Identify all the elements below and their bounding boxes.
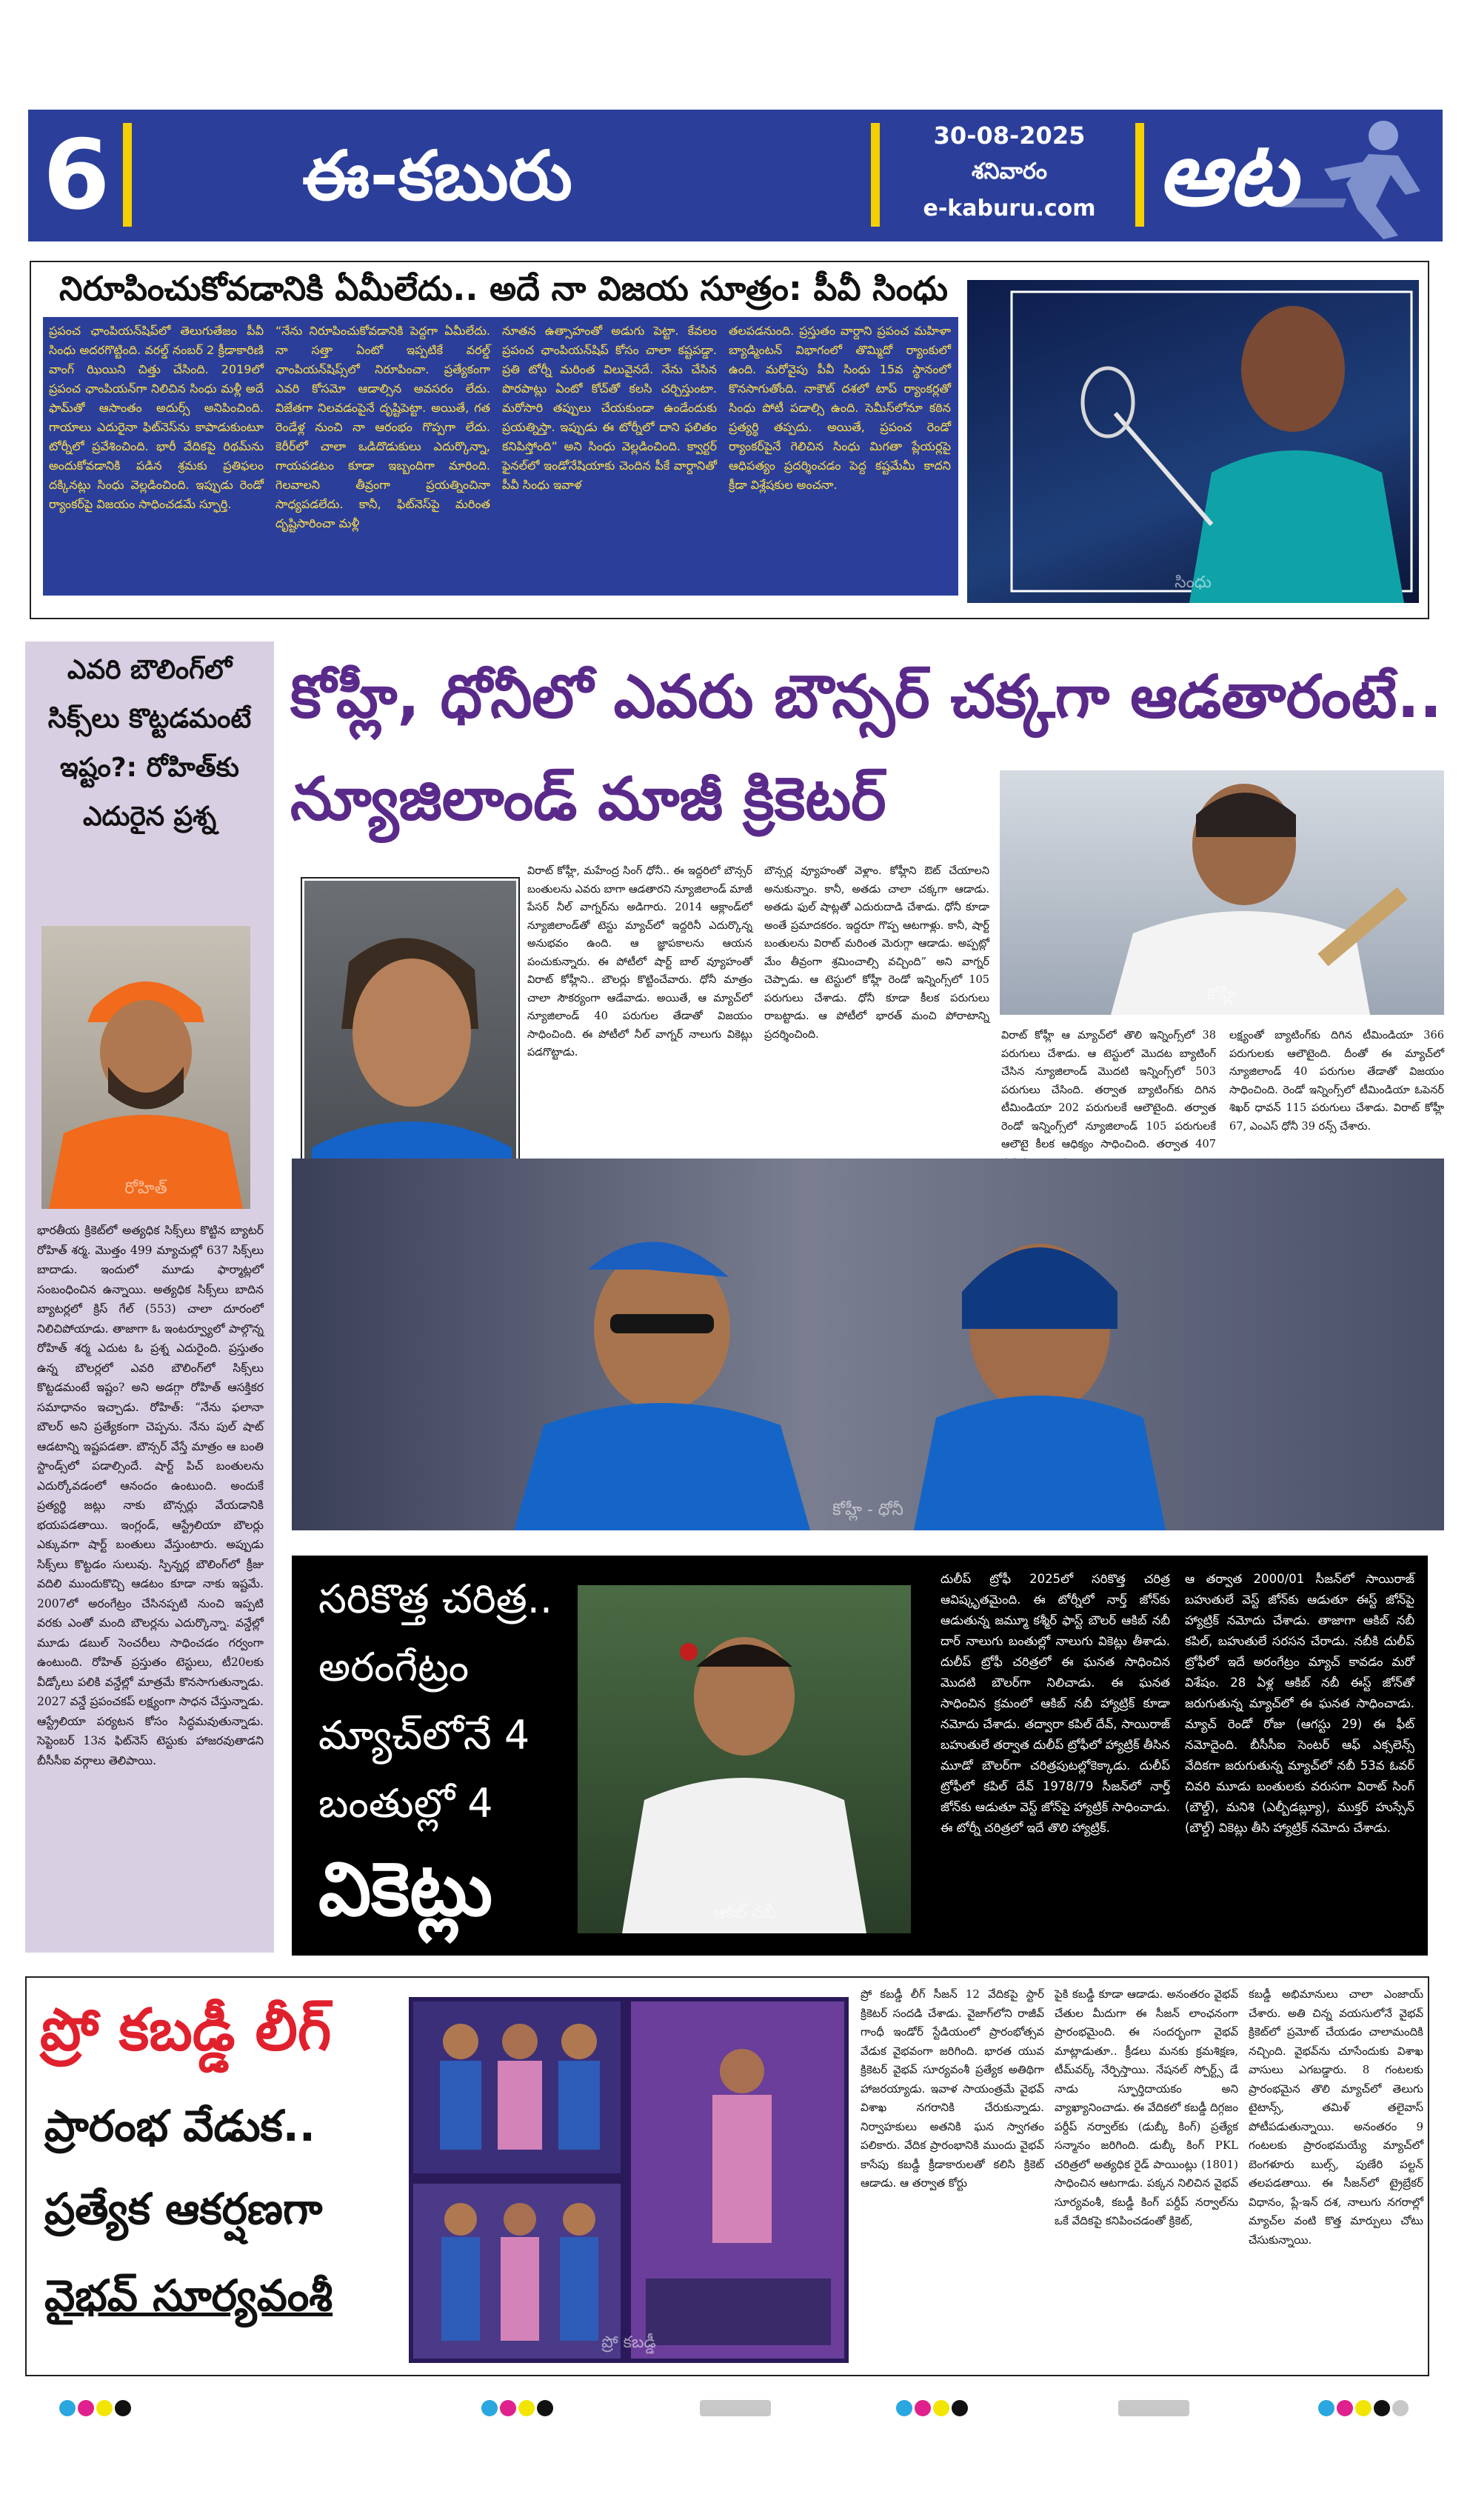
paper-name: ఈ-కబురు bbox=[302, 136, 572, 216]
section-name: ఆట bbox=[1157, 123, 1297, 226]
duleep-headline-line-2: అరంగేట్రం bbox=[318, 1644, 470, 1690]
photo-caption: ప్రో కబడ్డీ bbox=[601, 2333, 656, 2352]
photo-caption: ఆకిబ్ నబీ bbox=[712, 1904, 776, 1922]
kohli-dhoni-column-2: బౌన్సర్ల వ్యూహంతో వెళ్లాం. కోహ్లీని ఔట్ చేయాలని అనుకున్నాం. కానీ, అతడు చాలా చక్కగా ఆడాడు. అతడు ఫుల్ షాట్లతో ఎదురుదాడి చేశాడు. ధోనీ కూడా అంతే ప్రమాదకరం. ఇద్దరూ గొప్ప ఆటగాళ్లు. కానీ, షార్ట్ బంతులను విరాట్ మరింత మెరుగ్గా ఆడాడు. అప్పట్లో మేం తీవ్రంగా శ్రమించాల్సి వచ్చింది” అని వాగ్నర్ చెప్పాడు. ఆ టెస్టులో కోహ్లీ రెండో ఇన్నింగ్స్‌లో 105 పరుగులు చేశాడు. ధోనీ కూడా కీలక పరుగులు రాబట్టాడు. ఆ పోటీలో భారత్ మంచి పోరాటాన్ని ప్రదర్శించింది. bbox=[764, 865, 989, 1041]
nabi-photo bbox=[578, 1585, 911, 1933]
sindhu-column-2: “నేను నిరూపించుకోవడానికి పెద్దగా ఏమీలేదు. నా సత్తా ఏంటో ఇప్పటికే వరల్డ్ ఛాంపియన్‌షిప్స్‌లో నిరూపించా. ప్రత్యేకంగా ఎవరి కోసమో ఆడాల్సిన అవసరం లేదు. విజేతగా నిలవడంపైనే దృష్టిపెట్టా. అయితే, గత రెండేళ్ల నుంచి నా ఆరంభం గొప్పగా లేదు. కెరీర్‌లో చాలా ఒడిదొడుకులు ఎదుర్కొన్నా, గాయపడటం కూడా ఇబ్బందిగా మారింది. గెలవాలని తీవ్రంగా ప్రయత్నించినా సాధ్యపడలేదు. కానీ, ఫిట్‌నెస్‌పై మరింత దృష్టిసారించా మళ్లీ bbox=[275, 324, 490, 530]
kabaddi-headline-line-3: వైభవ్ సూర్యవంశీ bbox=[44, 2270, 333, 2321]
kabaddi-collage bbox=[409, 1997, 849, 2363]
registration-marks bbox=[700, 2400, 774, 2419]
kohli-dhoni-headline-2: న్యూజిలాండ్ మాజీ క్రికెటర్ bbox=[290, 764, 886, 833]
registration-marks bbox=[1118, 2400, 1192, 2419]
kohli-dhoni-headline-1: కోహ్లీ, ధోనీలో ఎవరు బౌన్సర్ చక్కగా ఆడతారంటే.. bbox=[290, 662, 1443, 731]
kabaddi-column-3: కబడ్డీ అభిమానులు చాలా ఎంజాయ్ చేశారు. అతి చిన్న వయసులోనే వైభవ్ క్రికెట్‌లో ప్రమోట్ చేయడం చాలామందికి నచ్చింది. వైభవ్‌ను చూసేందుకు విశాఖ వాసులు ఎగబడ్డారు. 8 గంటలకు ప్రారంభమైన తొలి మ్యాచ్‌లో తెలుగు టైటాన్స్, తమిళ్ తలైవాస్ పోటీపడుతున్నాయి. అనంతరం 9 గంటలకు ప్రారంభమయ్యే మ్యాచ్‌లో బెంగళూరు బుల్స్, పుణేరి పల్టన్ తలపడతాయి. ఈ సీజన్‌లో ట్రైబ్రేకర్ విధానం, ప్లే-ఇన్ దశ, నాలుగు నగరాల్లో మ్యాచ్‌ల వంటి కొత్త మార్పులు చోటు చేసుకున్నాయి. bbox=[1249, 1987, 1423, 2247]
page-number: 6 bbox=[43, 119, 110, 231]
registration-marks bbox=[1318, 2400, 1466, 2419]
kohli-photo bbox=[1000, 770, 1444, 1015]
masthead-divider bbox=[123, 123, 132, 227]
duleep-headline-line-3: మ్యాచ్‌లోనే 4 bbox=[318, 1712, 530, 1759]
photo-caption: సింధు bbox=[1175, 573, 1212, 592]
sindhu-story bbox=[30, 261, 1429, 619]
masthead-divider bbox=[1135, 123, 1144, 227]
sindhu-column-4: తలపడనుంది. ప్రస్తుతం వార్దాని ప్రపంచ మహిళా బ్యాడ్మింటన్ విభాగంలో తొమ్మిదో ర్యాంకులో ఉంది. మరోవైపు పీవీ సింధు 15వ స్థానంలో కొనసాగుతోంది. నాకౌట్ దశలో టాప్ ర్యాంకర్లతో సింధు పోటీ పడాల్సి ఉంది. సెమీస్‌లోనూ కఠిన ప్రత్యర్థి తప్పదు. అయితే, ప్రపంచ రెండో ర్యాంకర్‌పైనే గెలిచిన సింధు మిగతా ప్లేయర్లపై ఆధిపత్యం ప్రదర్శించడం పెద్ద కష్టమేమీ కాదని క్రీడా విశ్లేషకుల అంచనా. bbox=[729, 324, 951, 492]
kabaddi-column-1: ప్రో కబడ్డీ లీగ్ సీజన్ 12 వేదికపై స్టార్ క్రికెటర్ సందడి చేశాడు. వైజాగ్‌లోని రాజీవ్ గాంధీ ఇండోర్ స్టేడియంలో ప్రారంభోత్సవ వేడుక వైభవంగా జరిగింది. భారత యువ క్రికెటర్ వైభవ్ సూర్యవంశీ ప్రత్యేక అతిథిగా హాజరయ్యాడు. ఇవాళ సాయంత్రమే వైభవ్ విశాఖ నగరానికి చేరుకున్నాడు. నిర్వాహకులు అతనికి ఘన స్వాగతం పలికారు. వేదిక ప్రారంభానికి ముందు వైభవ్ కాసేపు కబడ్డీ క్రీడాకారులతో కలిసి క్రికెట్ ఆడాడు. ఆ తర్వాత కోర్టు bbox=[861, 1987, 1044, 2190]
issue-date: 30-08-2025 bbox=[933, 121, 1086, 150]
masthead bbox=[28, 110, 1443, 241]
kabaddi-headline-line-1: ప్రారంభ వేడుక.. bbox=[44, 2101, 315, 2151]
photo-caption: రోహిత్ bbox=[124, 1179, 167, 1198]
duleep-headline-line-4: బంతుల్లో 4 bbox=[318, 1780, 493, 1827]
issue-weekday: శనివారం bbox=[972, 159, 1047, 184]
duleep-column-1: దులీప్ ట్రోఫీ 2025లో సరికొత్త చరిత్ర ఆవిష్కృతమైంది. ఈ టోర్నీలో నార్త్ జోన్‌కు ఆడుతున్న జమ్మూ కశ్మీర్ ఫాస్ట్ బౌలర్ ఆకిబ్ నబీ దార్ నాలుగు బంతుల్లో నాలుగు వికెట్లు తీశాడు. దులీప్ ట్రోఫీ చరిత్రలో ఈ ఘనత సాధించిన మొదటి బౌలర్‌గా నిలిచాడు. ఈ ఘనత సాధించిన క్రమంలో ఆకిబ్ నబీ హ్యాట్రిక్ కూడా నమోదు చేశాడు. తద్వారా కపిల్ దేవ్, సాయిరాజ్ బహుతులే తర్వాత దులీప్ ట్రోఫీలో హ్యాట్రిక్ తీసిన మూడో బౌలర్‌గా చరిత్రపుటల్లోకెక్కాడు. దులీప్ ట్రోఫీలో కపిల్ దేవ్ 1978/79 సీజన్‌లో నార్త్ జోన్‌కు ఆడుతూ వెస్ట్ జోన్‌పై హ్యాట్రిక్ సాధించాడు. ఈ టోర్నీ చరిత్రలో ఇదే తొలి హ్యాట్రిక్. bbox=[941, 1572, 1170, 1835]
sindhu-column-1: ప్రపంచ ఛాంపియన్‌షిప్‌లో తెలుగుతేజం పీవీ సింధు అదరగొట్టింది. వరల్డ్ నంబర్ 2 క్రీడాకారిణి వాంగ్ ఝియిని చిత్తు చేసింది. 2019లో ప్రపంచ ఛాంపియన్‌గా నిలిచిన సింధు మళ్లీ అదే ఫామ్‌తో ఆసాంతం అదుర్స్ అనిపించింది. గాయాలు ఎదురైనా ఫిట్‌నెస్‌ను కాపాడుకుంటూ టోర్నీలో ప్రవేశించింది. భారీ వేదికపై రిథమ్‌ను అందుకోవడానికి పడిన శ్రమకు ప్రతిఫలం దక్కినట్లు సింధు వెల్లడించింది. ఇప్పుడు రెండో ర్యాంకర్‌పై విజయం సాధించడమే స్ఫూర్తి. bbox=[49, 324, 264, 511]
duleep-headline-line-5: వికెట్లు bbox=[318, 1846, 493, 1933]
kabaddi-headline-line-2: ప్రత్యేక ఆకర్షణగా bbox=[44, 2184, 323, 2234]
kabaddi-headline-red: ప్రో కబడ్డీ లీగ్ bbox=[40, 1997, 332, 2064]
kohli-dhoni-column-4: లక్ష్యంతో బ్యాటింగ్‌కు దిగిన టీమిండియా 366 పరుగులకు ఆలౌటైంది. దీంతో ఈ మ్యాచ్‌లో న్యూజిలాండ్ 40 పరుగుల తేడాతో విజయం సాధించింది. రెండో ఇన్నింగ్స్‌లో టీమిండియా ఓపెనర్ శిఖర్ ధావన్ 115 పరుగులు చేశాడు. విరాట్ కోహ్లీ 67, ఎంఎస్ ధోనీ 39 రన్స్ చేశారు. bbox=[1229, 1030, 1444, 1133]
registration-marks bbox=[59, 2400, 207, 2419]
website[interactable]: e-kaburu.com bbox=[923, 196, 1096, 221]
registration-marks bbox=[896, 2400, 1044, 2419]
kohli-dhoni-photo bbox=[292, 1159, 1444, 1530]
sindhu-column-3: నూతన ఉత్సాహంతో అడుగు పెట్టా. కేవలం ప్రపంచ ఛాంపియన్‌షిప్ కోసం చాలా కష్టపడ్డా. ప్రతి టోర్నీ మరింత విలువైనదే. నేను చేసిన పొరపాట్లు ఏంటో కోచ్‌తో కలసి చర్చిస్తుంటా. మరోసారి తప్పులు చేయకుండా ఉండేందుకు ప్రయత్నిస్తా. ఇప్పుడు ఈ టోర్నీలో దాని ఫలితం కనిపిస్తోంది” అని సింధు వెల్లడించింది. క్వార్టర్ ఫైనల్‌లో ఇండోనేషియాకు చెందిన పీకే వార్దానితో పీవీ సింధు ఇవాళ bbox=[502, 324, 717, 492]
rohit-headline: ఎవరి బౌలింగ్‌లో సిక్స్‌లు కొట్టడమంటే ఇష్టం?: రోహిత్‌కు ఎదురైన ప్రశ్న bbox=[47, 655, 252, 832]
kohli-dhoni-column-3: విరాట్ కోహ్లీ ఆ మ్యాచ్‌లో తొలి ఇన్నింగ్స్‌లో 38 పరుగులు చేశాడు. ఆ టెస్టులో మొదట బ్యాటింగ్ చేసిన న్యూజిలాండ్ మొదటి ఇన్నింగ్స్‌లో 503 పరుగులు చేసింది. తర్వాత బ్యాటింగ్‌కు దిగిన టీమిండియా 202 పరుగులకే ఆలౌటైంది. తర్వాత రెండో ఇన్నింగ్స్‌లో న్యూజిలాండ్ 105 పరుగులకే ఆలౌటై కీలక ఆధిక్యం సాధించింది. తర్వాత 407 bbox=[1001, 1030, 1216, 1150]
rohit-photo bbox=[41, 926, 250, 1209]
photo-caption: కోహ్లీ bbox=[1207, 985, 1237, 1004]
registration-marks bbox=[481, 2400, 629, 2419]
kohli-dhoni-column-1: విరాట్ కోహ్లీ, మహేంద్ర సింగ్ ధోనీ.. ఈ ఇద్దరిలో బౌన్సర్ బంతులను ఎవరు బాగా ఆడతారని న్యూజిలాండ్ మాజీ పేసర్ నీల్ వాగ్నర్‌ను అడిగారు. 2014 ఆక్లాండ్‌లో న్యూజిలాండ్‌తో టెస్టు మ్యాచ్‌లో ఇద్దరినీ ఎదుర్కొన్న అనుభవం ఉంది. ఆ జ్ఞాపకాలను ఆయన పంచుకున్నారు. ఈ పోటీలో షార్ట్ బాల్ వ్యూహంతో విరాట్ కోహ్లీని.. బౌలర్లు కొట్టించేవారు. ధోనీ మాత్రం చాలా సౌకర్యంగా ఆడేవాడు. అయితే, ఆ మ్యాచ్‌లో న్యూజిలాండ్ 40 పరుగుల తేడాతో విజయం సాధించింది. ఈ పోటీలో నీల్ వాగ్నర్ నాలుగు వికెట్లు పడగొట్టాడు. bbox=[527, 865, 752, 1059]
photo-caption: కోహ్లీ - ధోనీ bbox=[832, 1501, 903, 1519]
kabaddi-column-2: పైకి కబడ్డీ కూడా ఆడాడు. అనంతరం వైభవ్ చేతుల మీదుగా ఈ సీజన్ లాంఛనంగా ప్రారంభమైంది. ఈ సందర్భంగా వైభవ్ మాట్లాడుతూ.. క్రీడలు మనకు క్రమశిక్షణ, టీమ్‌వర్క్ నేర్పిస్తాయి. నేషనల్ స్పోర్ట్స్ డే నాడు స్ఫూర్తిదాయకం అని వ్యాఖ్యానించాడు. ఈ వేదికలో కబడ్డీ దిగ్గజం పర్దీప్ నర్వాల్‌కు (డుబ్కీ కింగ్) ప్రత్యేక సన్మానం జరిగింది. డుబ్కీ కింగ్ PKL చరిత్రలో అత్యధిక రైడ్ పాయింట్లు (1801) సాధించిన ఆటగాడు. పక్కన నిలిచిన వైభవ్ సూర్యవంశీ, కబడ్డీ కింగ్ పర్దీప్ నర్వాల్‌ను ఒకే వేదికపై కనిపించడంతో క్రికెట్, bbox=[1055, 1987, 1238, 2227]
headline: నిరూపించుకోవడానికి ఏమీలేదు.. అదే నా విజయ సూత్రం: పీవీ సింధు bbox=[59, 269, 948, 308]
duleep-column-2: ఆ తర్వాత 2000/01 సీజన్‌లో సాయిరాజ్ బహుతులే వెస్ట్ జోన్‌కు ఆడుతూ ఈస్ట్ జోన్‌పై హ్యాట్రిక్ నమోదు చేశాడు. తాజాగా ఆకిబ్ నబీ కపిల్, బహుతులే సరసన చేరాడు. నబీకి దులీప్ ట్రోఫీలో ఇదే అరంగేట్రం మ్యాచ్ కావడం మరో విశేషం. 28 ఏళ్ల ఆకిబ్ నబీ ఈస్ట్ జోన్‌తో జరుగుతున్న మ్యాచ్‌లో ఈ ఘనత సాధించాడు. మ్యాచ్ రెండో రోజు (ఆగస్టు 29) ఈ ఫీట్ నమోదైంది. బీసీసీఐ సెంటర్ ఆఫ్ ఎక్సలెన్స్ వేదికగా జరుగుతున్న మ్యాచ్‌లో నబీ 53వ ఓవర్ చివరి మూడు బంతులకు వరుసగా విరాట్ సింగ్ (బౌల్డ్), మనిశి (ఎల్బీడబ్ల్యూ), ముక్తర్ హుస్సేన్ (బౌల్డ్) వికెట్లు తీసి హ్యాట్రిక్ నమోదు చేశాడు. bbox=[1185, 1572, 1414, 1835]
masthead-divider bbox=[871, 123, 880, 227]
duleep-headline-line-1: సరికొత్త చరిత్ర.. bbox=[318, 1576, 553, 1622]
sindhu-photo bbox=[967, 280, 1419, 603]
rohit-body: భారతీయ క్రికెట్‌లో అత్యధిక సిక్స్‌లు కొట్టిన బ్యాటర్ రోహిత్ శర్మ. మొత్తం 499 మ్యాచుల్లో 637 సిక్స్‌లు బాదాడు. ఇందులో మూడు ఫార్మాట్లలో సంబంధించిన ఉన్నాయి. అత్యధిక సిక్స్‌లు బాదిన బ్యాటర్లలో క్రిస్ గేల్ (553) చాలా దూరంలో నిలిచిపోయాడు. తాజాగా ఓ ఇంటర్వ్యూలో పాల్గొన్న రోహిత్ శర్మ ఎదుట ఓ ప్రశ్న ఎదురైంది. ప్రస్తుతం ఉన్న బౌలర్లలో ఎవరి బౌలింగ్‌లో సిక్స్‌లు కొట్టడమంటే ఇష్టం? అని అడగ్గా రోహిత్ ఆసక్తికర సమాధానం ఇచ్చాడు. రోహిత్: “నేను ఫలానా బౌలర్ అని ప్రత్యేకంగా చెప్పను. నేను పుల్ షాట్ ఆడటాన్ని ఇష్టపడతా. బౌన్సర్ వేస్తే మాత్రం ఆ బంతి స్టాండ్స్‌లో పడాల్సిందే. షార్ట్ పిచ్ బంతులను ఎదుర్కోవడంలో ఆనందం ఉంటుంది. అందుకే ప్రత్యర్థి జట్లు నాకు బౌన్సర్లు వేయడానికి భయపడతాయి. ఇంగ్లండ్, ఆస్ట్రేలియా బౌలర్లు ఎక్కువగా షార్ట్ బంతులు వేస్తుంటారు. అప్పుడు సిక్స్‌లు కొట్టడం సులువు. స్పిన్నర్ల బౌలింగ్‌లో క్రీజు వదిలి ముందుకొచ్చి ఆడటం కూడా నాకు ఇష్టమే. 2007లో అరంగేట్రం చేసినప్పటి నుంచి ఇప్పటి వరకు ఎంతో మంది బౌలర్లను ఎదుర్కొన్నా. వన్డేల్లో మూడు డబుల్ సెంచరీలు సాధించడం గర్వంగా ఉంటుంది. రోహిత్ ప్రస్తుతం టెస్టులు, టీ20లకు వీడ్కోలు పలికి వన్డేల్లో మాత్రమే కొనసాగుతున్నాడు. 2027 వన్డే ప్రపంచకప్ లక్ష్యంగా సాధన చేస్తున్నాడు. ఆస్ట్రేలియా పర్యటన కోసం సిద్ధమవుతున్నాడు. సెప్టెంబర్ 13న ఫిట్‌నెస్ టెస్టుకు హాజరవుతాడని బీసీసీఐ వర్గాలు తెలిపాయి. bbox=[37, 1224, 264, 1767]
